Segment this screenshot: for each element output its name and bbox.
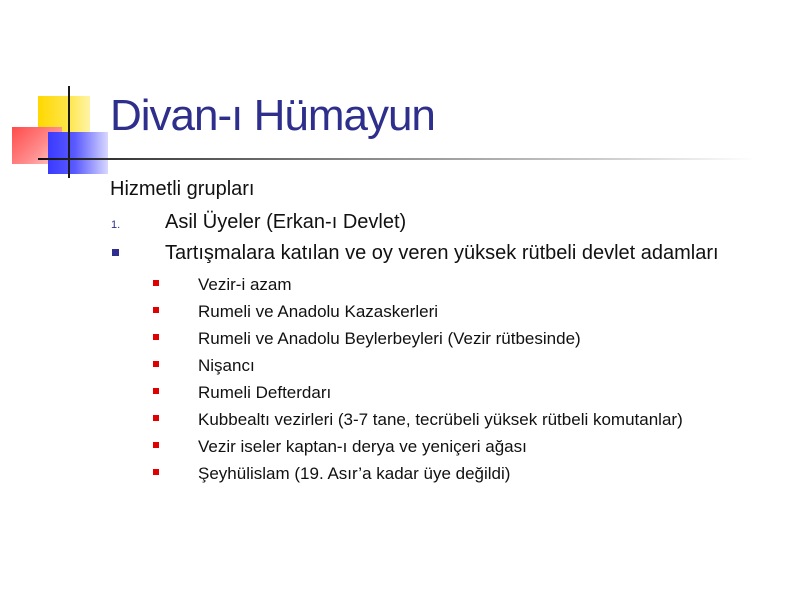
red-bullet-icon bbox=[153, 361, 159, 367]
square-bullet-icon bbox=[112, 249, 119, 256]
slide-title: Divan-ı Hümayun bbox=[110, 91, 435, 140]
red-bullet-icon bbox=[153, 415, 159, 421]
bullet-item: Tartışmalara katılan ve oy veren yüksek rütbeli devlet adamları bbox=[165, 242, 719, 264]
list-item: Rumeli Defterdarı bbox=[198, 383, 332, 402]
list-item: Rumeli ve Anadolu Beylerbeyleri (Vezir rütbesinde) bbox=[198, 329, 581, 348]
list-item: Vezir-i azam bbox=[198, 275, 292, 294]
list-item: Şeyhülislam (19. Asır’a kadar üye değildi) bbox=[198, 464, 511, 483]
red-bullet-icon bbox=[153, 307, 159, 313]
red-bullet-icon bbox=[153, 280, 159, 286]
red-bullet-icon bbox=[153, 388, 159, 394]
subtitle: Hizmetli grupları bbox=[110, 178, 255, 200]
red-bullet-icon bbox=[153, 469, 159, 475]
list-number: 1. bbox=[111, 219, 121, 231]
list-item: Nişancı bbox=[198, 356, 255, 375]
list-item: Vezir iseler kaptan-ı derya ve yeniçeri ağası bbox=[198, 437, 527, 456]
list-item: Rumeli ve Anadolu Kazaskerleri bbox=[198, 302, 439, 321]
red-bullet-icon bbox=[153, 442, 159, 448]
numbered-item: Asil Üyeler (Erkan-ı Devlet) bbox=[165, 211, 407, 233]
red-bullet-icon bbox=[153, 334, 159, 340]
list-item: Kubbealtı vezirleri (3-7 tane, tecrübeli yüksek rütbeli komutanlar) bbox=[198, 410, 683, 429]
